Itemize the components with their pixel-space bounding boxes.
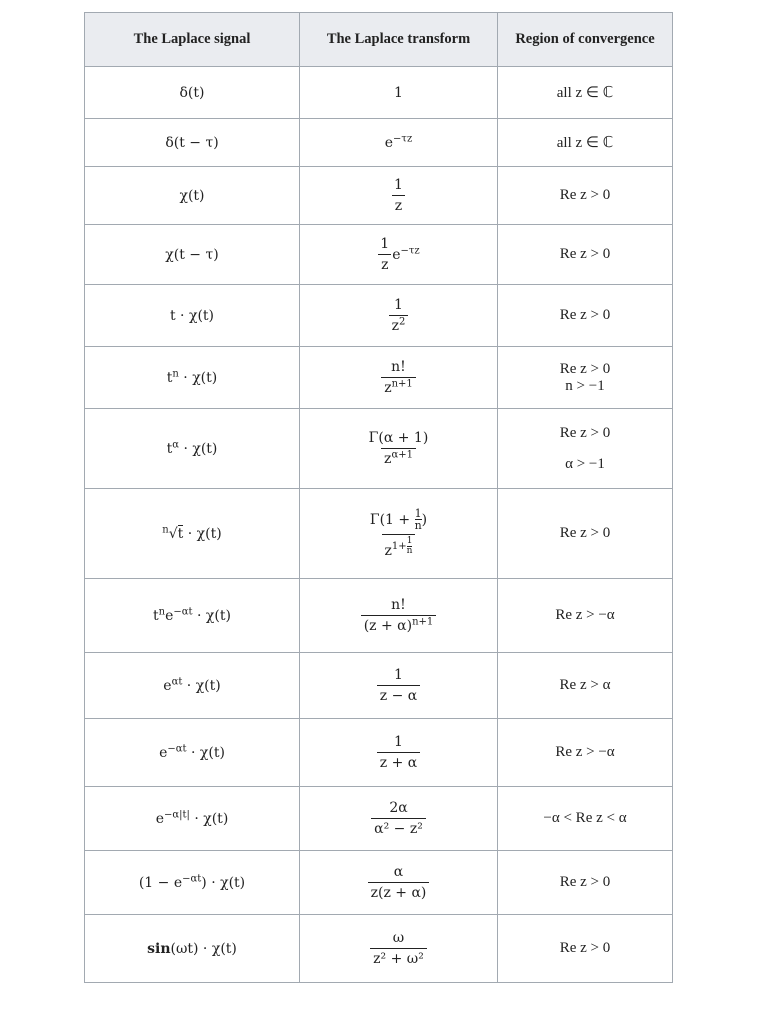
table-row bbox=[85, 915, 673, 983]
table-row bbox=[85, 787, 673, 851]
transform-cell: Γ(1 + $\frac{1}{n}$ ) $z^{1+ \frac{1}{n}}$ bbox=[300, 489, 498, 579]
root-sign-icon: √ bbox=[168, 525, 178, 542]
roc-cell: Re z > −α bbox=[498, 719, 673, 787]
table-row bbox=[85, 119, 673, 167]
transform-cell: $\frac{1}{z + \alpha}$ bbox=[300, 719, 498, 787]
signal-cell: δ(t − τ) bbox=[85, 119, 300, 167]
roc-cell: Re z > 0 bbox=[498, 285, 673, 347]
table-row bbox=[85, 409, 673, 489]
table-row bbox=[85, 167, 673, 225]
roc-cell: Re z > 0 bbox=[498, 851, 673, 915]
table-row bbox=[85, 67, 673, 119]
table-row bbox=[85, 347, 673, 409]
roc-cell: Re z > 0 bbox=[498, 167, 673, 225]
signal-cell: $e^{-\alpha|t|} \cdot \chi(t)$ bbox=[85, 787, 300, 851]
signal-cell: $t^ne^{-\alpha t} \cdot \chi(t)$ bbox=[85, 579, 300, 653]
roc-cell: −α < Re z < α bbox=[498, 787, 673, 851]
header-transform: The Laplace transform bbox=[300, 13, 498, 67]
transform-cell: $\frac{\omega}{\text{z² + ω²}}$ bbox=[300, 915, 498, 983]
transform-cell: $\frac{\Gamma(\alpha + 1)}{z^{\alpha+1}}$ bbox=[300, 409, 498, 489]
transform-cell: $\frac{n!}{(z + \alpha)^{n+1}}$ bbox=[300, 579, 498, 653]
roc-cell: Re z > −α bbox=[498, 579, 673, 653]
table-row bbox=[85, 579, 673, 653]
table-row bbox=[85, 653, 673, 719]
table-row bbox=[85, 489, 673, 579]
signal-cell: $t^\alpha \cdot \chi(t)$ bbox=[85, 409, 300, 489]
signal-cell: sin(ωt) · χ(t) bbox=[85, 915, 300, 983]
transform-cell: $\frac{n!}{z^{n+1}}$ bbox=[300, 347, 498, 409]
roc-cell: all z ∈ ℂ bbox=[498, 67, 673, 119]
signal-cell: t · χ(t) bbox=[85, 285, 300, 347]
signal-cell: χ(t − τ) bbox=[85, 225, 300, 285]
transform-cell: 1 bbox=[300, 67, 498, 119]
header-row bbox=[85, 13, 673, 67]
header-roc: Region of convergence bbox=[498, 13, 673, 67]
transform-cell: $\frac{\alpha}{z(z + \alpha)}$ bbox=[300, 851, 498, 915]
signal-cell: $^n$√t · χ(t) bbox=[85, 489, 300, 579]
roc-cell: Re z > 0 bbox=[498, 489, 673, 579]
laplace-transform-table bbox=[84, 12, 673, 983]
roc-cell: all z ∈ ℂ bbox=[498, 119, 673, 167]
signal-cell: $t^n \cdot \chi(t)$ bbox=[85, 347, 300, 409]
table-row bbox=[85, 719, 673, 787]
roc-cell: Re z > 0 bbox=[498, 915, 673, 983]
roc-cell: Re z > 0 n > −1 bbox=[498, 347, 673, 409]
roc-cell: Re z > 0 bbox=[498, 225, 673, 285]
signal-cell: $e^{-\alpha t} \cdot \chi(t)$ bbox=[85, 719, 300, 787]
transform-cell: $\frac{1}{z}$ $e^{-\tau z}$ bbox=[300, 225, 498, 285]
roc-cell: Re z > 0 α > −1 bbox=[498, 409, 673, 489]
signal-cell: δ(t) bbox=[85, 67, 300, 119]
table-row bbox=[85, 225, 673, 285]
transform-cell: $\frac{1}{z - \alpha}$ bbox=[300, 653, 498, 719]
transform-cell: $\frac{2\alpha}{\text{α² − z²}}$ bbox=[300, 787, 498, 851]
header-signal: The Laplace signal bbox=[85, 13, 300, 67]
signal-cell: χ(t) bbox=[85, 167, 300, 225]
roc-cell: Re z > α bbox=[498, 653, 673, 719]
signal-cell: $(1 - e^{-\alpha t}) \cdot \chi(t)$ bbox=[85, 851, 300, 915]
transform-cell: $\frac{1}{z^2}$ bbox=[300, 285, 498, 347]
table-row bbox=[85, 851, 673, 915]
signal-cell: $e^{\alpha t} \cdot \chi(t)$ bbox=[85, 653, 300, 719]
table-row bbox=[85, 285, 673, 347]
transform-cell: $e^{-\tau z}$ bbox=[300, 119, 498, 167]
transform-cell: $\frac{1}{z}$ bbox=[300, 167, 498, 225]
